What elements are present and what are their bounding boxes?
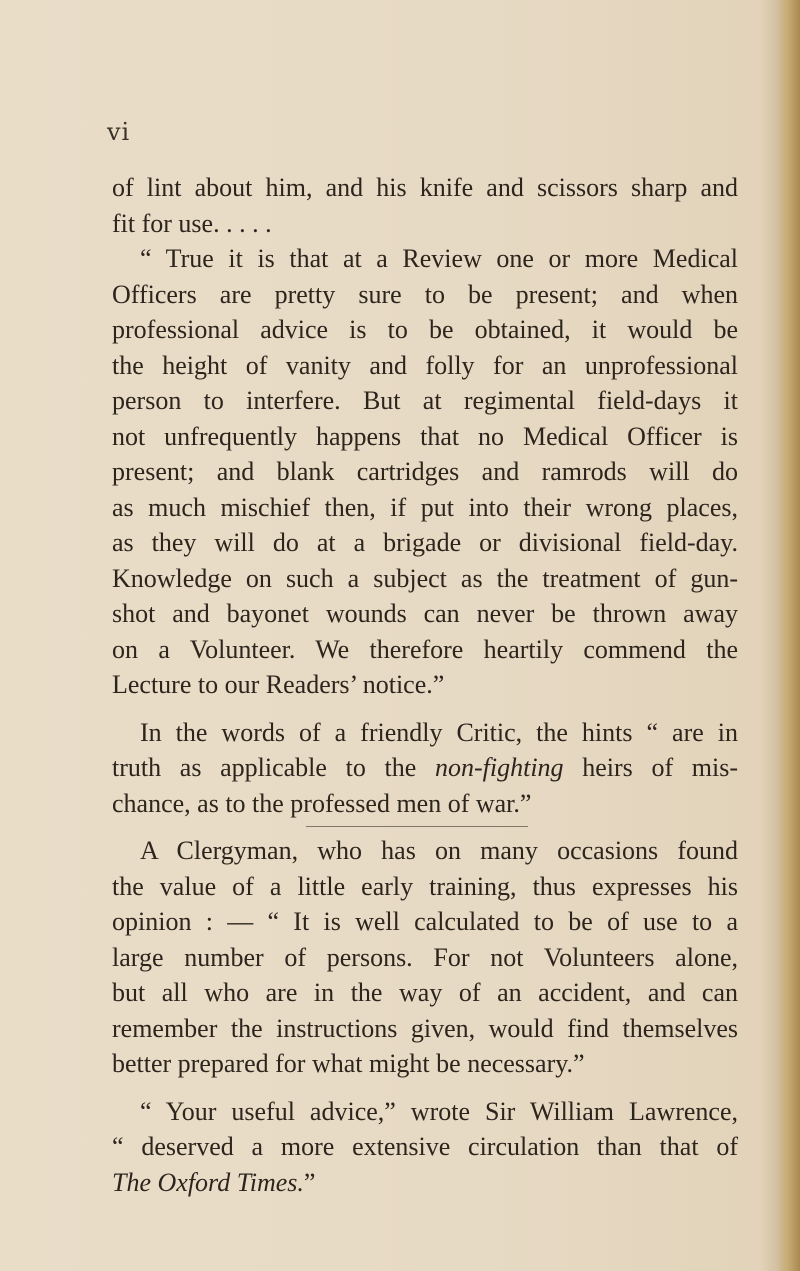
text-line: of lint about him, and his knife and scissors sharp and [112, 173, 738, 202]
italic-text: non-fighting [434, 753, 564, 782]
text-line: on a Volunteer. We therefore heartily commend the [112, 634, 738, 664]
text-line: but all who are in the way of an accident, and can [112, 978, 738, 1007]
paragraph-1 [112, 170, 738, 241]
text-line: “ Your useful advice,” wrote Sir William Lawrence, [140, 1096, 738, 1126]
text-line: not unfrequently happens that no Medical Officer is [112, 421, 738, 451]
text-line: Knowledge on such a subject as the treatment of gun- [112, 563, 738, 593]
text-line: shot and bayonet wounds can never be thrown away [112, 599, 738, 628]
text-run: truth as applicable to the [112, 753, 435, 782]
closing-rule [306, 826, 528, 827]
paragraph-2 [112, 241, 738, 703]
paragraph-3 [112, 715, 738, 822]
text-line: the value of a little early training, thus expresses his [112, 871, 738, 901]
page-edge-shadow [778, 0, 800, 1271]
text-line: the height of vanity and folly for an unprofessional [112, 350, 738, 380]
text-run: heirs of mis- [563, 753, 739, 782]
text-line: as they will do at a brigade or divisional field-day. [112, 528, 738, 557]
text-line [112, 750, 738, 786]
text-line: large number of persons. For not Volunteers alone, [112, 942, 738, 972]
text-line: better prepared for what might be necessary.” [112, 1049, 585, 1078]
text-line: remember the instructions given, would find themselves [112, 1013, 738, 1043]
paragraph-5 [112, 1094, 738, 1201]
text-line: “ True it is that at a Review one or more Medical [140, 244, 738, 273]
paragraph-4 [112, 833, 738, 1082]
text-line: present; and blank cartridges and ramrods will do [112, 457, 738, 486]
text-line: opinion : — “ It is well calculated to be of use to a [112, 907, 738, 936]
text-line: chance, as to the professed men of war.” [112, 788, 532, 818]
text-line: Officers are pretty sure to be present; and when [112, 279, 738, 309]
italic-text: The Oxford Times. [112, 1167, 304, 1197]
text-line: person to interfere. But at regimental field-days it [112, 386, 738, 415]
text-line: fit for use. . . . . [112, 208, 272, 238]
text-line: A Clergyman, who has on many occasions found [140, 836, 738, 865]
body-text [112, 170, 738, 1200]
text-line: In the words of a friendly Critic, the hints “ are in [140, 717, 738, 747]
text-line: Lecture to our Readers’ notice.” [112, 670, 445, 699]
page-number: vi [107, 118, 131, 146]
text-line [112, 1165, 738, 1201]
text-line: professional advice is to be obtained, it would be [112, 315, 738, 344]
text-run: ” [303, 1167, 316, 1197]
text-line: “ deserved a more extensive circulation than that of [112, 1132, 738, 1161]
text-line: as much mischief then, if put into their wrong places, [112, 492, 738, 522]
